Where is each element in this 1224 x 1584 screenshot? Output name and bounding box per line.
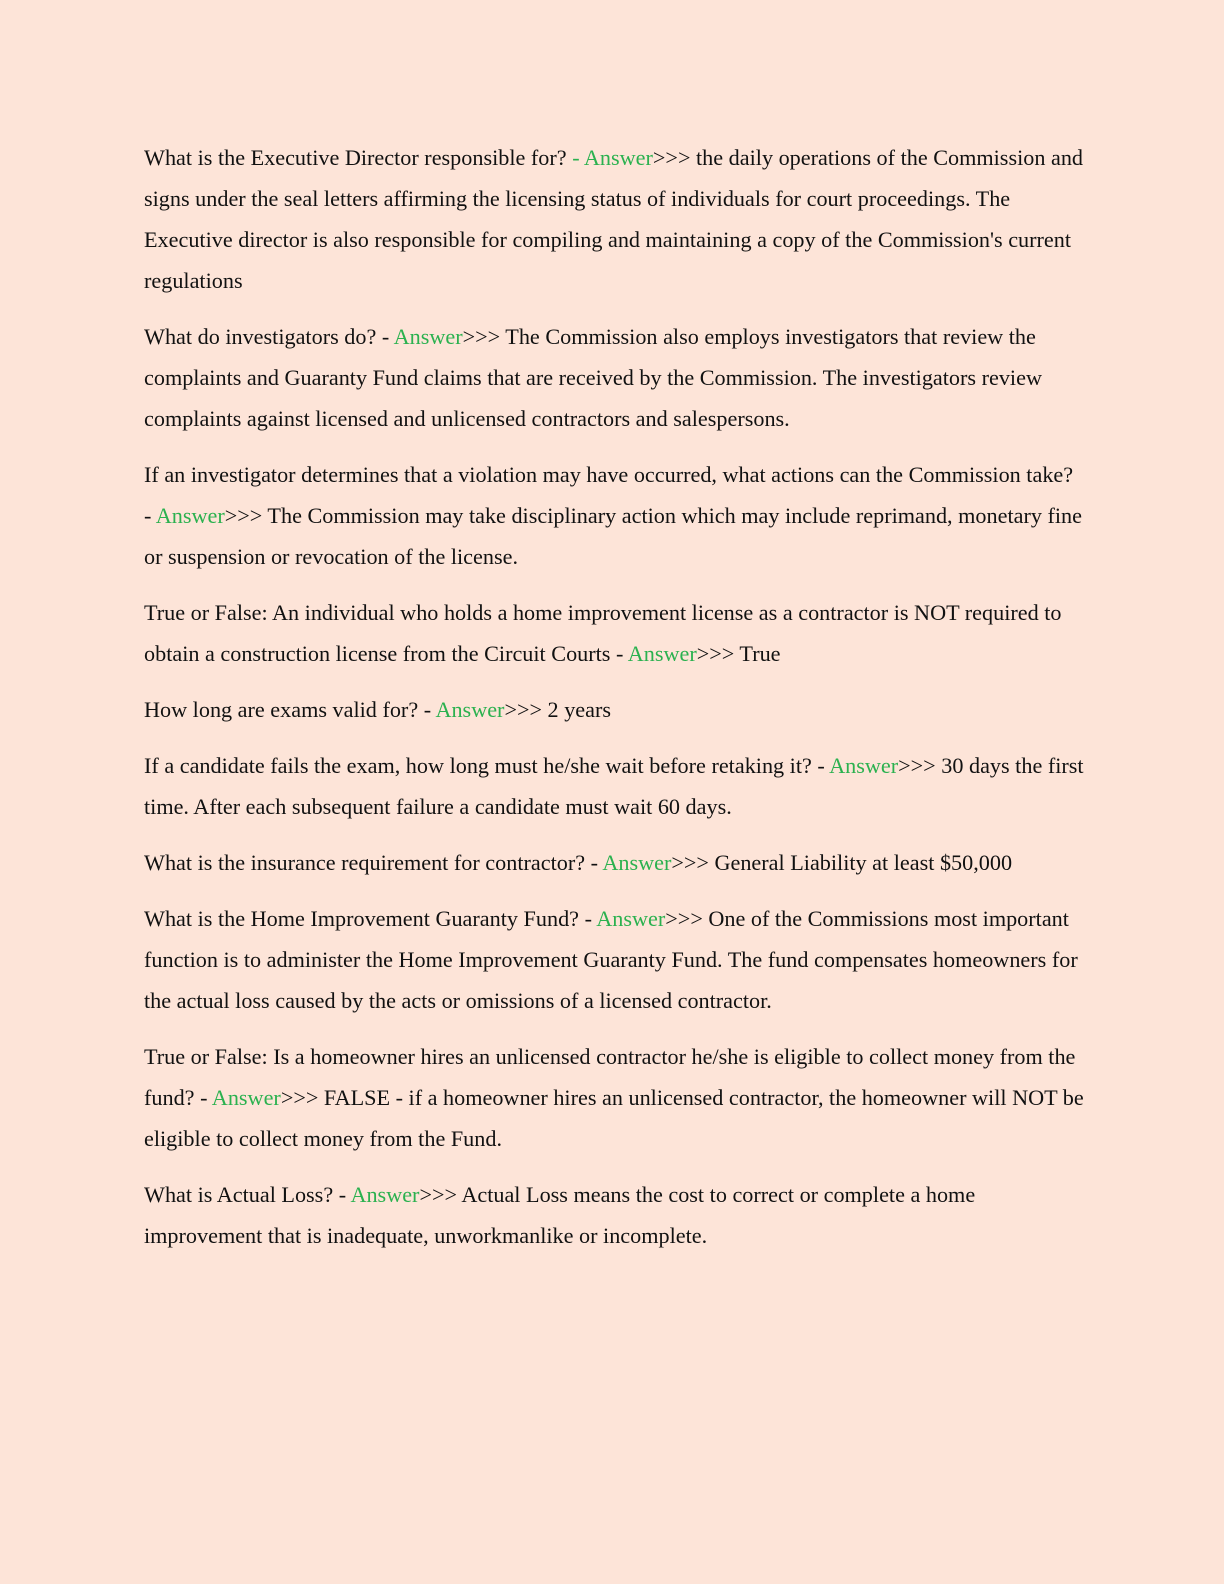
qa-entry [144,745,1090,827]
qa-entry [144,1036,1090,1159]
answer-dash: - [590,850,603,875]
answer-text: The Commission may take disciplinary action which may include reprimand, monetary fine or suspension or revocation of the license. [144,503,1088,569]
answer-text: True [739,641,781,666]
question-text: What is the Executive Director responsible for? [144,145,573,170]
qa-entry [144,454,1088,577]
question-text: True or False: Is a homeowner hires an unlicensed contractor he/she is eligible to collect money from the fund? [144,1044,1081,1110]
answer-dash: - [817,753,830,778]
answer-dash: - [616,641,628,666]
answer-label: Answer [627,641,697,666]
answer-text: 2 years [547,697,612,722]
answer-label: Answer [829,753,899,778]
answer-label: Answer [602,850,672,875]
answer-text: One of the Commissions most important function is to administer the Home Improvement Guaranty Fund. The fund compensates homeowners for the actual loss caused by the acts or omissions of a licensed contractor. [144,906,1084,1013]
answer-arrows: >>> [462,324,506,349]
answer-text: General Liability at least $50,000 [714,850,1013,875]
question-text: What is the Home Improvement Guaranty Fund? [144,906,585,931]
qa-entry [144,842,1084,883]
answer-text: 30 days the first time. After each subsequent failure a candidate must wait 60 days. [144,753,1090,819]
question-text: If an investigator determines that a violation may have occurred, what actions can the Commission take? [144,462,1079,487]
question-text: If a candidate fails the exam, how long must he/she wait before retaking it? [144,753,818,778]
qa-entry [144,898,1084,1021]
answer-arrows: >>> [652,145,697,170]
answer-text: FALSE - if a homeowner hires an unlicensed contractor, the homeowner will NOT be eligible to collect money from the Fund. [144,1085,1090,1151]
question-text: True or False: An individual who holds a home improvement license as a contractor is NOT required to obtain a construction license from the Circuit Courts [144,600,1068,666]
answer-label: Answer [435,697,505,722]
answer-label: Answer [596,906,666,931]
answer-dash: - [200,1085,212,1110]
question-text: How long are exams valid for? [144,697,424,722]
answer-arrows: >>> [504,697,548,722]
answer-dash: - [423,697,436,722]
qa-entry [144,316,1084,439]
answer-text: the daily operations of the Commission and signs under the seal letters affirming the licensing status of individuals for court proceedings. The Executive director is also responsible for compiling and maintaining a copy of the Commission's current regulations [144,145,1089,293]
answer-text: The Commission also employs investigators that review the complaints and Guaranty Fund claims that are received by the Commission. The investigators review complaints against licensed and unlicensed contractors and salespersons. [144,324,1048,431]
answer-dash: - [338,1182,351,1207]
qa-entry [144,137,1089,301]
answer-arrows: >>> [696,641,740,666]
answer-dash: - [584,906,597,931]
answer-dash: - [381,324,394,349]
question-text: What do investigators do? [144,324,382,349]
question-text: What is Actual Loss? [144,1182,339,1207]
qa-entry [144,1174,1084,1256]
answer-label: Answer [211,1085,281,1110]
answer-label: Answer [155,503,225,528]
answer-label: Answer [393,324,463,349]
answer-label: Answer [583,145,653,170]
answer-arrows: >>> [671,850,715,875]
answer-arrows: >>> [280,1085,324,1110]
qa-entry [144,689,1084,730]
answer-label: Answer [350,1182,420,1207]
answer-arrows: >>> [419,1182,462,1207]
answer-text: Actual Loss means the cost to correct or complete a home improvement that is inadequate, unworkmanlike or incomplete. [144,1182,981,1248]
qa-entry [144,592,1084,674]
answer-dash: - [572,145,584,170]
question-text: What is the insurance requirement for contractor? [144,850,591,875]
answer-arrows: >>> [898,753,942,778]
qa-list [144,137,1090,1256]
answer-dash: - [144,503,156,528]
answer-arrows: >>> [224,503,268,528]
answer-arrows: >>> [665,906,709,931]
